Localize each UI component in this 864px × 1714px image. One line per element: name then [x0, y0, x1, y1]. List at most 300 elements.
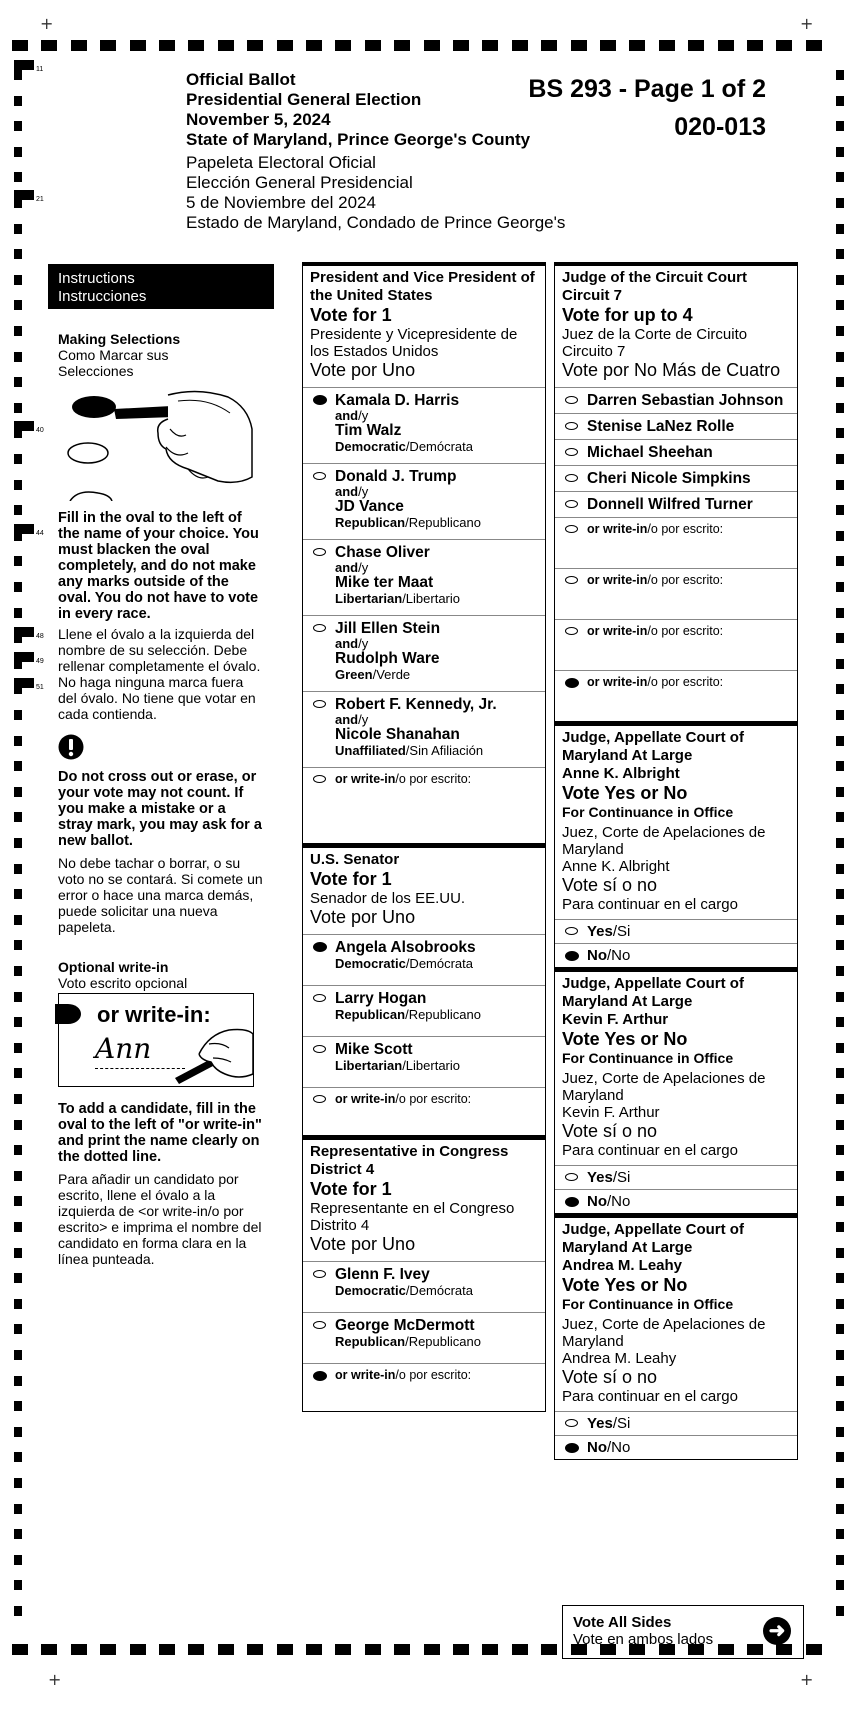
instructions-title-es: Instrucciones: [58, 288, 147, 305]
party-label-es: /Verde: [372, 667, 411, 682]
timing-mark: [14, 377, 22, 387]
candidate-option[interactable]: [555, 413, 797, 439]
party-label-en: Republican: [335, 1007, 406, 1022]
timing-mark: [836, 121, 844, 131]
candidate-option[interactable]: [303, 1312, 545, 1363]
timing-mark: [14, 838, 22, 848]
yes-label-es: /Si: [612, 1169, 631, 1186]
timing-mark: [424, 1644, 440, 1655]
vote-all-sides-es: Vote en ambos lados: [573, 1631, 714, 1648]
contest-title: Judge of the Circuit Court Circuit 7: [562, 269, 747, 304]
filled-oval[interactable]: [313, 395, 327, 405]
party-label-es: /Republicano: [405, 515, 481, 530]
timing-mark: [836, 736, 844, 746]
party-label-en: Democratic: [335, 1283, 406, 1298]
yes-option[interactable]: [555, 1165, 797, 1189]
timing-mark: [836, 838, 844, 848]
timing-mark: [836, 1068, 844, 1078]
contest-title-es: Juez, Corte de Apelaciones de Maryland: [562, 824, 766, 858]
timing-mark: [836, 377, 844, 387]
filled-oval[interactable]: [565, 1197, 579, 1207]
no-label-es: /No: [607, 1193, 631, 1210]
timing-mark: [659, 40, 675, 51]
yes-label: Yes: [587, 1415, 613, 1432]
timing-mark: [14, 1324, 22, 1334]
timing-mark: [776, 40, 792, 51]
timing-mark: [14, 627, 34, 637]
timing-mark: [14, 1452, 22, 1462]
timing-mark: [14, 1094, 22, 1104]
and-label: [335, 561, 539, 574]
yes-label-es: /Si: [612, 1415, 631, 1432]
party-label-es: /Sin Afiliación: [405, 743, 484, 758]
timing-mark: [188, 1644, 204, 1655]
no-option[interactable]: [555, 1189, 797, 1213]
vote-for-es: Vote por Uno: [310, 360, 416, 380]
party-label-en: Unaffiliated: [335, 743, 406, 758]
timing-mark: [306, 1644, 322, 1655]
timing-mark: [71, 1644, 87, 1655]
timing-mark: [512, 1644, 528, 1655]
timing-mark: [130, 1644, 146, 1655]
vote-oval[interactable]: [313, 1270, 326, 1278]
timing-mark: [14, 915, 22, 925]
timing-mark: [836, 761, 844, 771]
hand-filling-oval-illustration: [58, 389, 254, 501]
ballot-header: [186, 70, 766, 233]
header-line: Presidential General Election: [186, 90, 422, 109]
timing-mark: [14, 1427, 22, 1437]
registration-mark-top-left: +: [40, 14, 54, 33]
timing-mark: [14, 421, 34, 431]
vote-oval[interactable]: [565, 474, 578, 482]
timing-mark: [14, 1017, 22, 1027]
timing-mark: [14, 1171, 22, 1181]
write-in-option[interactable]: [555, 619, 797, 670]
fill-instructions-es: Llene el óvalo a la izquierda del nombre de su selección. Debe rellenar completamente el óvalo. No haga ninguna marca fuera del óvalo. No tiene que votar en cada contienda.: [58, 626, 261, 722]
timing-mark: [159, 1644, 175, 1655]
timing-mark: [836, 1324, 844, 1334]
vote-yes-no-es: Vote sí o no: [562, 875, 658, 895]
timing-mark: [14, 1376, 22, 1386]
registration-mark-bottom-left: +: [48, 1670, 62, 1689]
header-line: November 5, 2024: [186, 110, 331, 129]
contest-es-block: [562, 1316, 791, 1405]
timing-mark: [14, 1120, 22, 1130]
contest-title-es: Juez, Corte de Apelaciones de Maryland: [562, 1070, 766, 1104]
contest-title-es: Senador de los EE.UU.: [310, 890, 466, 907]
timing-mark: [836, 1145, 844, 1155]
timing-mark: [836, 1580, 844, 1590]
party-label: [335, 1283, 539, 1298]
contest-title: Judge, Appellate Court of Maryland At Large: [562, 975, 744, 1010]
timing-mark: [836, 1094, 844, 1104]
candidate-option[interactable]: [303, 1036, 545, 1087]
timing-mark: [836, 1017, 844, 1027]
timing-mark: [14, 556, 22, 566]
timing-mark: [394, 40, 410, 51]
candidate-option[interactable]: [303, 985, 545, 1036]
yes-label: Yes: [587, 923, 613, 940]
no-label-es: /No: [607, 947, 631, 964]
and-label-es: /y: [358, 712, 369, 727]
timing-mark: [629, 40, 645, 51]
timing-mark: [14, 1529, 22, 1539]
timing-mark: [836, 326, 844, 336]
contest-es-block: [562, 824, 791, 913]
header-line-es: Papeleta Electoral Oficial: [186, 153, 376, 172]
candidate-option[interactable]: [303, 539, 545, 615]
timing-mark: [836, 1350, 844, 1360]
timing-mark: [747, 40, 763, 51]
vote-oval[interactable]: [565, 500, 578, 508]
timing-mark: [836, 198, 844, 208]
judge-name-es: Kevin F. Arthur: [562, 1104, 660, 1121]
timing-mark: [14, 582, 22, 592]
contest-title-es: Presidente y Vicepresidente de los Estados Unidos: [310, 326, 518, 360]
side-number: 40: [36, 427, 44, 434]
vote-oval[interactable]: [313, 700, 326, 708]
vote-oval[interactable]: [313, 994, 326, 1002]
continuance-label-es: Para continuar en el cargo: [562, 896, 738, 913]
timing-mark: [14, 710, 22, 720]
no-erase-warning-es: No debe tachar o borrar, o su voto no se contará. Si comete un error o hace una marca demás, puede solicitar una nueva papeleta.: [58, 855, 263, 935]
timing-mark: [836, 224, 844, 234]
no-option[interactable]: [555, 1435, 797, 1459]
timing-mark: [836, 1478, 844, 1488]
write-in-label-es: /o por escrito:: [647, 675, 724, 689]
and-label: [335, 713, 539, 726]
timing-mark: [836, 505, 844, 515]
timing-mark: [14, 736, 22, 746]
timing-mark: [836, 582, 844, 592]
timing-mark: [806, 40, 822, 51]
timing-mark: [836, 147, 844, 157]
timing-mark: [836, 1043, 844, 1053]
candidate-name: Chase Oliver: [335, 544, 430, 561]
judge-name: Anne K. Albright: [562, 765, 680, 782]
candidate-name: Cheri Nicole Simpkins: [587, 470, 751, 487]
vote-oval[interactable]: [565, 448, 578, 456]
judge-name: Andrea M. Leahy: [562, 1257, 683, 1274]
write-in-label-es: /o por escrito:: [647, 624, 724, 638]
hand-writing-illustration: [169, 1014, 253, 1084]
registration-mark-top-right: +: [800, 14, 814, 33]
timing-mark: [718, 40, 734, 51]
contest-title: Judge, Appellate Court of Maryland At Large: [562, 1221, 744, 1256]
filled-oval[interactable]: [565, 678, 579, 688]
candidate-option[interactable]: [303, 463, 545, 539]
party-label-es: /Republicano: [405, 1007, 481, 1022]
timing-mark: [836, 659, 844, 669]
party-label-es: /Demócrata: [405, 1283, 474, 1298]
timing-mark: [14, 1299, 22, 1309]
contest: [303, 1137, 545, 1411]
vote-oval[interactable]: [565, 1173, 578, 1181]
timing-mark: [836, 480, 844, 490]
vote-oval[interactable]: [313, 1321, 326, 1329]
contest: [555, 723, 797, 969]
timing-mark: [14, 326, 22, 336]
party-label-en: Libertarian: [335, 591, 403, 606]
timing-mark: [836, 940, 844, 950]
write-in-label: or write-in: [587, 522, 648, 536]
timing-mark: [14, 608, 22, 618]
timing-mark: [836, 249, 844, 259]
timing-mark: [14, 761, 22, 771]
instructions-title: Instructions: [58, 270, 135, 287]
precinct-code: 020-013: [674, 113, 766, 141]
party-label: [335, 439, 539, 454]
timing-mark: [836, 454, 844, 464]
timing-mark: [277, 40, 293, 51]
vote-oval[interactable]: [313, 624, 326, 632]
filled-oval[interactable]: [565, 1443, 579, 1453]
party-label-en: Green: [335, 667, 373, 682]
party-label-es: /Libertario: [402, 1058, 460, 1073]
yes-label-es: /Si: [612, 923, 631, 940]
header-line: Official Ballot: [186, 70, 296, 89]
vote-yes-no: Vote Yes or No: [562, 1029, 688, 1049]
candidate-option[interactable]: [555, 387, 797, 413]
timing-mark: [836, 812, 844, 822]
write-in-label-es: /o por escrito:: [395, 772, 472, 786]
timing-mark: [453, 1644, 469, 1655]
party-label-es: /Demócrata: [405, 439, 474, 454]
no-label: No: [587, 1193, 607, 1210]
write-in-option[interactable]: [555, 568, 797, 619]
timing-mark: [14, 454, 22, 464]
vote-oval[interactable]: [565, 927, 578, 935]
vote-oval[interactable]: [565, 576, 578, 584]
running-mate-name: Nicole Shanahan: [335, 726, 460, 743]
timing-mark: [14, 1580, 22, 1590]
yes-label: Yes: [587, 1169, 613, 1186]
party-label: [335, 1007, 539, 1022]
timing-mark: [14, 992, 22, 1002]
timing-mark: [14, 70, 22, 80]
timing-mark: [14, 1606, 22, 1616]
no-label: No: [587, 947, 607, 964]
contest-header: [555, 1215, 797, 1411]
timing-mark: [14, 1555, 22, 1565]
yes-option[interactable]: [555, 919, 797, 943]
timing-mark: [365, 40, 381, 51]
filled-oval[interactable]: [313, 1371, 327, 1381]
ballot-id: [528, 74, 766, 142]
continuance-label-es: Para continuar en el cargo: [562, 1388, 738, 1405]
writein-sample-label: or write-in:: [97, 1002, 211, 1027]
candidate-option[interactable]: [303, 1261, 545, 1312]
header-line-es: 5 de Noviembre del 2024: [186, 193, 376, 212]
timing-mark: [14, 1222, 22, 1232]
candidate-option[interactable]: [555, 491, 797, 517]
making-selections-es: Como Marcar sus Selecciones: [58, 347, 169, 379]
side-number: 44: [36, 530, 44, 537]
write-in-option[interactable]: [303, 767, 545, 843]
vote-oval[interactable]: [565, 525, 578, 533]
continuance-label: For Continuance in Office: [562, 1050, 734, 1066]
timing-mark: [836, 70, 844, 80]
instructions-column: [48, 264, 274, 1267]
timing-mark: [14, 275, 22, 285]
contest-title: President and Vice President of the United States: [310, 269, 535, 304]
timing-mark: [247, 40, 263, 51]
continuance-label-es: Para continuar en el cargo: [562, 1142, 738, 1159]
timing-mark: [482, 40, 498, 51]
contest-header: [303, 1137, 545, 1261]
timing-mark: [14, 352, 22, 362]
timing-mark: [14, 300, 22, 310]
candidate-option[interactable]: [303, 691, 545, 767]
candidate-name: George McDermott: [335, 1317, 475, 1334]
contest: [303, 845, 545, 1137]
timing-mark: [512, 40, 528, 51]
candidate-name: Stenise LaNez Rolle: [587, 418, 735, 435]
candidate-name: Donald J. Trump: [335, 468, 457, 485]
vote-oval[interactable]: [565, 422, 578, 430]
contest-es-block: [562, 1070, 791, 1159]
timing-mark: [12, 40, 28, 51]
vote-oval[interactable]: [313, 1095, 326, 1103]
vote-oval[interactable]: [313, 472, 326, 480]
timing-mark: [14, 812, 22, 822]
timing-mark: [836, 889, 844, 899]
vote-oval[interactable]: [313, 548, 326, 556]
write-in-option[interactable]: [555, 517, 797, 568]
timing-mark: [836, 275, 844, 285]
timing-mark: [14, 480, 22, 490]
write-in-label-es: /o por escrito:: [395, 1092, 472, 1106]
vote-yes-no-es: Vote sí o no: [562, 1121, 658, 1141]
vote-for: Vote for up to 4: [562, 305, 693, 325]
candidate-option[interactable]: [303, 387, 545, 463]
timing-mark: [836, 1222, 844, 1232]
no-erase-warning: Do not cross out or erase, or your vote may not count. If you make a mistake or a stray mark, you may ask for a new ballot.: [58, 769, 262, 849]
contest-header: [555, 969, 797, 1165]
vote-oval[interactable]: [565, 1419, 578, 1427]
arrow-right-icon: ➜: [763, 1617, 791, 1645]
timing-mark: [836, 1376, 844, 1386]
header-line-es: Estado de Maryland, Condado de Prince George's: [186, 213, 566, 232]
timing-mark: [159, 40, 175, 51]
vote-for: Vote for 1: [310, 869, 392, 889]
timing-mark: [14, 524, 34, 534]
filled-oval[interactable]: [565, 951, 579, 961]
timing-mark: [424, 40, 440, 51]
party-label-es: /Republicano: [405, 1334, 481, 1349]
candidate-name: Donnell Wilfred Turner: [587, 496, 753, 513]
and-label-en: and: [335, 636, 359, 651]
judge-name-es: Anne K. Albright: [562, 858, 670, 875]
timing-mark: [571, 40, 587, 51]
timing-mark: [218, 1644, 234, 1655]
write-in-option[interactable]: [303, 1363, 545, 1411]
candidate-name: Glenn F. Ivey: [335, 1266, 430, 1283]
timing-mark: [365, 1644, 381, 1655]
and-label-es: /y: [358, 560, 369, 575]
candidate-option[interactable]: [555, 465, 797, 491]
contest: [555, 969, 797, 1215]
and-label-en: and: [335, 408, 359, 423]
running-mate-name: Rudolph Ware: [335, 650, 440, 667]
vote-for-es: Vote por No Más de Cuatro: [562, 360, 781, 380]
timing-mark: [14, 889, 22, 899]
running-mate-name: JD Vance: [335, 498, 404, 515]
making-selections-title: Making Selections: [58, 331, 181, 347]
timing-mark: [836, 1248, 844, 1258]
candidate-option[interactable]: [303, 615, 545, 691]
handwritten-name: Ann: [95, 1032, 152, 1065]
timing-mark: [836, 864, 844, 874]
timing-mark: [482, 1644, 498, 1655]
contest-header: [555, 263, 797, 387]
timing-mark: [836, 1401, 844, 1411]
side-number: 49: [36, 658, 44, 665]
timing-mark: [600, 40, 616, 51]
timing-mark: [836, 300, 844, 310]
contest-header: [303, 263, 545, 387]
writein-example: [58, 993, 254, 1087]
no-option[interactable]: [555, 943, 797, 967]
timing-mark: [14, 505, 22, 515]
timing-mark: [836, 966, 844, 976]
timing-mark: [836, 1606, 844, 1616]
write-in-option[interactable]: [555, 670, 797, 721]
timing-mark: [14, 60, 34, 70]
party-label: [335, 1334, 539, 1349]
party-label-en: Republican: [335, 1334, 406, 1349]
vote-all-sides: Vote All Sides: [573, 1614, 672, 1631]
timing-mark: [14, 1350, 22, 1360]
vote-oval[interactable]: [565, 396, 578, 404]
timing-mark: [836, 403, 844, 413]
vote-oval[interactable]: [313, 1045, 326, 1053]
contest: [555, 263, 797, 723]
contest-title: U.S. Senator: [310, 851, 400, 868]
and-label: [335, 637, 539, 650]
vote-oval[interactable]: [313, 775, 326, 783]
write-in-label-es: /o por escrito:: [647, 522, 724, 536]
timing-mark: [394, 1644, 410, 1655]
filled-oval[interactable]: [313, 942, 327, 952]
contest: [303, 263, 545, 845]
ballot-style: BS 293 - Page 1 of 2: [528, 75, 766, 103]
timing-mark: [836, 1427, 844, 1437]
timing-mark: [541, 1644, 557, 1655]
timing-mark: [14, 147, 22, 157]
candidate-option[interactable]: [303, 934, 545, 985]
timing-mark: [14, 940, 22, 950]
side-number: 51: [36, 684, 44, 691]
yes-option[interactable]: [555, 1411, 797, 1435]
candidate-option[interactable]: [555, 439, 797, 465]
party-label-en: Libertarian: [335, 1058, 403, 1073]
and-label-en: and: [335, 712, 359, 727]
judge-name: Kevin F. Arthur: [562, 1011, 669, 1028]
vote-oval[interactable]: [565, 627, 578, 635]
timing-mark: [14, 1068, 22, 1078]
contest-column-2: [302, 262, 546, 1412]
timing-mark: [14, 249, 22, 259]
timing-mark: [836, 352, 844, 362]
filled-oval-sample: [55, 1004, 81, 1024]
vote-yes-no-es: Vote sí o no: [562, 1367, 658, 1387]
write-in-option[interactable]: [303, 1087, 545, 1135]
contest-title-es: Juez de la Corte de Circuito Circuito 7: [562, 326, 748, 360]
instructions-title-bar: [48, 264, 274, 309]
contest-column-3: [554, 262, 798, 1460]
